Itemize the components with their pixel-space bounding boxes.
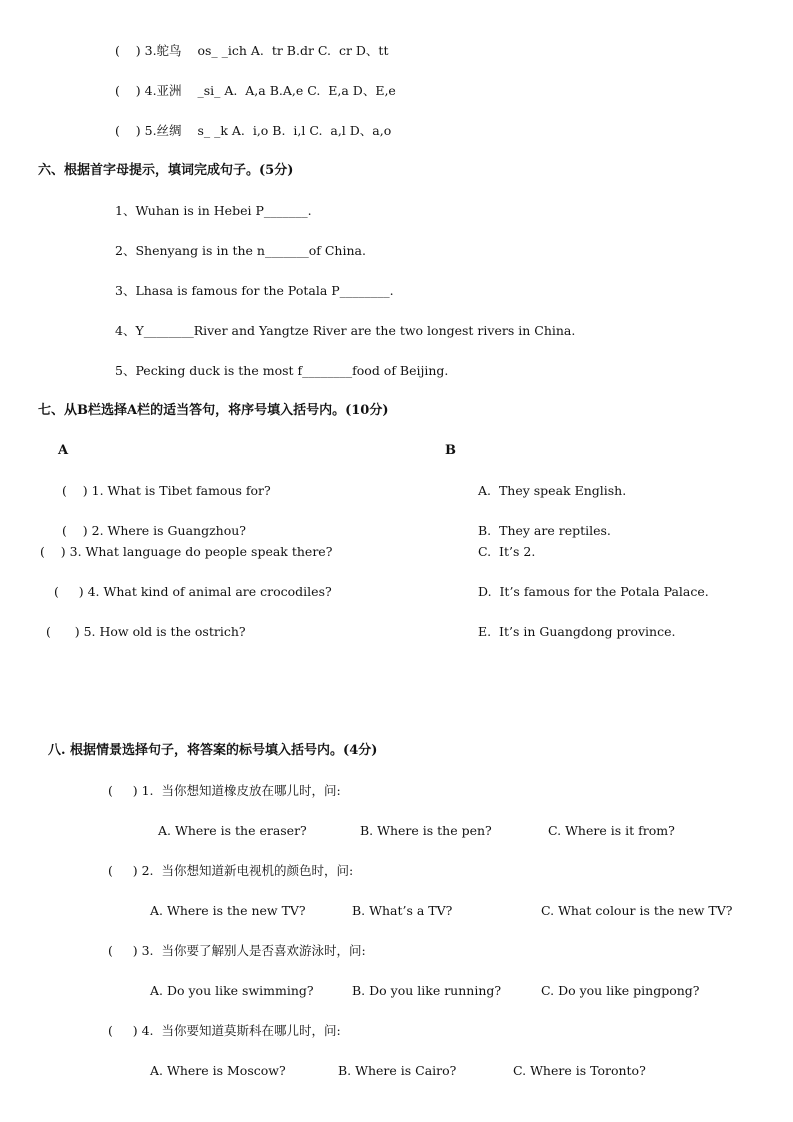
situation-question: ( ) 1. 当你想知道橡皮放在哪儿时，问: [108,783,341,798]
situation-question: ( ) 2. 当你想知道新电视机的颜色时，问: [108,863,354,878]
section-heading: 八. 根据情景选择句子，将答案的标号填入括号内。(4分) [48,743,378,758]
section-heading: 六、根据首字母提示，填词完成句子。(5分) [38,163,294,178]
sentence-item: 2、Shenyang is in the n_______of China. [115,243,366,258]
question-item: ( ) 5.丝绸 s_ _k A. i,o B. i,l C. a,l D、a,o [115,123,392,138]
match-question: ( ) 1. What is Tibet famous for? [62,483,271,498]
option: B. What’s a TV? [352,903,453,918]
column-b-label: B [445,443,456,458]
sentence-item: 5、Pecking duck is the most f________food of Beijing. [115,363,449,378]
option: A. Do you like swimming? [150,983,314,998]
match-question: ( ) 4. What kind of animal are crocodiles? [54,584,332,599]
match-answer: E. It’s in Guangdong province. [478,624,676,639]
match-answer: C. It’s 2. [478,544,536,559]
column-a-label: A [58,443,69,458]
situation-question: ( ) 3. 当你要了解别人是否喜欢游泳时，问: [108,943,366,958]
sentence-item: 4、Y________River and Yangtze River are the two longest rivers in China. [115,323,576,338]
match-answer: A. They speak English. [478,483,627,498]
option: A. Where is Moscow? [150,1063,286,1078]
match-answer: D. It’s famous for the Potala Palace. [478,584,709,599]
sentence-item: 3、Lhasa is famous for the Potala P________. [115,283,394,298]
option: B. Where is Cairo? [338,1063,457,1078]
situation-question: ( ) 4. 当你要知道莫斯科在哪儿时，问: [108,1023,341,1038]
match-question: ( ) 5. How old is the ostrich? [46,624,246,639]
option: C. Where is Toronto? [513,1063,646,1078]
option: A. Where is the eraser? [158,823,307,838]
sentence-item: 1、Wuhan is in Hebei P_______. [115,203,312,218]
option: C. Do you like pingpong? [541,983,700,998]
option: B. Where is the pen? [360,823,492,838]
option: C. Where is it from? [548,823,675,838]
match-question: ( ) 2. Where is Guangzhou? [62,523,247,538]
match-answer: B. They are reptiles. [478,523,611,538]
option: C. What colour is the new TV? [541,903,733,918]
option: A. Where is the new TV? [150,903,306,918]
option: B. Do you like running? [352,983,502,998]
match-question: ( ) 3. What language do people speak there? [40,544,333,559]
question-item: ( ) 3.鸵鸟 os_ _ich A. tr B.dr C. cr D、tt [115,43,389,58]
section-heading: 七、从B栏选择A栏的适当答句，将序号填入括号内。(10分) [38,403,389,418]
question-item: ( ) 4.亚洲 _si_ A. A,a B.A,e C. E,a D、E,e [115,83,396,98]
